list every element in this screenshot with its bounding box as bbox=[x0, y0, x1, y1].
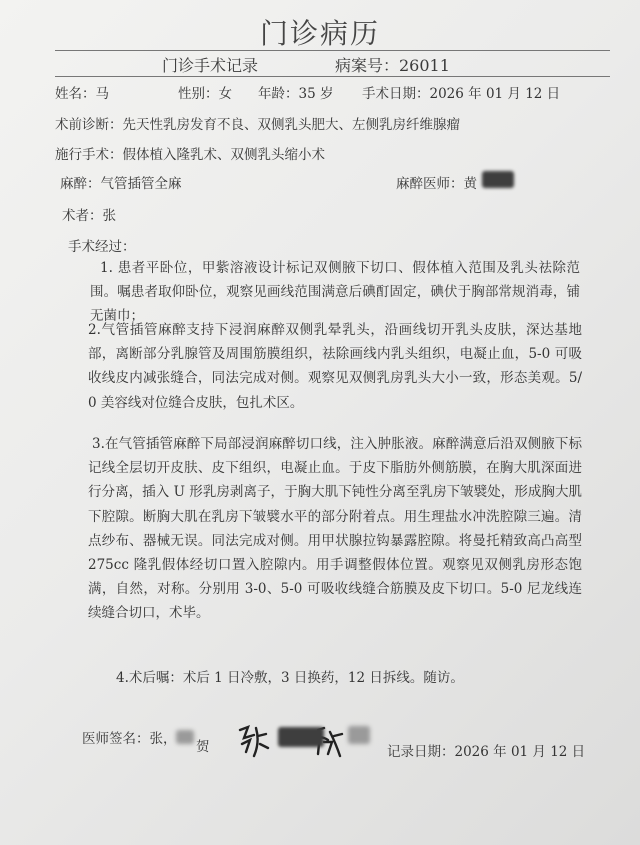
anesthesiologist-redaction bbox=[482, 171, 514, 188]
patient-sex: 性别：女 bbox=[178, 86, 232, 102]
record-date: 记录日期：2026 年 01 月 12 日 bbox=[387, 744, 586, 760]
header-divider-bottom bbox=[55, 76, 610, 77]
anesthesiologist: 麻醉医师：黄 bbox=[396, 176, 477, 192]
signature-name-2: 贺 bbox=[196, 739, 210, 755]
signature-label: 医师签名：张， bbox=[82, 731, 177, 747]
header-divider-top bbox=[55, 50, 610, 51]
process-heading: 手术经过： bbox=[68, 239, 136, 255]
document-subtitle: 门诊手术记录 bbox=[162, 56, 259, 75]
step-3: 3.在气管插管麻醉下局部浸润麻醉切口线，注入肿胀液。麻醉满意后沿双侧腋下标记线全层切开皮肤、皮下组织，电凝止血。于皮下脂肪外侧筋膜，在胸大肌深面进行分离，插入 U 形乳房剥离子，于胸大肌下钝性分离至乳房下皱襞处，形成胸大肌下腔隙。断胸大肌在乳房下皱襞水平的部分附着点。用生理盐水冲洗腔隙三遍。清点纱布、器械无误。同法完成对侧。用甲状腺拉钩暴露腔隙。将曼托精致高凸高型 275cc 隆乳假体经切口置入腔隙内。用手调整假体位置。观察见双侧乳房形态饱满，自然，对称。分别用 3-0、5-0 可吸收线缝合筋膜及皮下切口。5-0 尼龙线连续缝合切口，术毕。 bbox=[88, 436, 582, 622]
patient-age: 年龄：35 岁 bbox=[258, 86, 334, 102]
procedure: 施行手术：假体植入隆乳术、双侧乳头缩小术 bbox=[55, 147, 325, 163]
surgery-date: 手术日期：2026 年 01 月 12 日 bbox=[362, 86, 561, 102]
signature-redaction-1 bbox=[176, 730, 194, 744]
preop-diagnosis: 术前诊断：先天性乳房发育不良、双侧乳头肥大、左侧乳房纤维腺瘤 bbox=[55, 117, 460, 133]
step-4: 4.术后嘱：术后 1 日冷敷，3 日换药，12 日拆线。随访。 bbox=[116, 670, 464, 686]
signature-redaction-3 bbox=[348, 726, 370, 744]
step-2: 2.气管插管麻醉支持下浸润麻醉双侧乳晕乳头，沿画线切开乳头皮肤，深达基地部，离断部分乳腺管及周围筋膜组织，祛除画线内乳头组织，电凝止血，5-0 可吸收线皮内减张缝合，同法完成对侧。观察见双侧乳房乳头大小一致，形态美观。5/0 美容线对位缝合皮肤，包扎术区。 bbox=[88, 322, 582, 411]
case-number: 病案号：26011 bbox=[335, 56, 450, 75]
document-title: 门诊病历 bbox=[259, 17, 380, 50]
patient-name: 姓名：马 bbox=[55, 86, 109, 102]
signature-redaction-2 bbox=[278, 727, 324, 747]
anesthesia-type: 麻醉：气管插管全麻 bbox=[60, 176, 182, 192]
step-1: 1. 患者平卧位，甲紫溶液设计标记双侧腋下切口、假体植入范围及乳头祛除范围。嘱患者取仰卧位，观察见画线范围满意后碘酊固定，碘伏于胸部常规消毒，铺无菌巾； bbox=[90, 260, 580, 325]
surgeon: 术者：张 bbox=[62, 208, 116, 224]
